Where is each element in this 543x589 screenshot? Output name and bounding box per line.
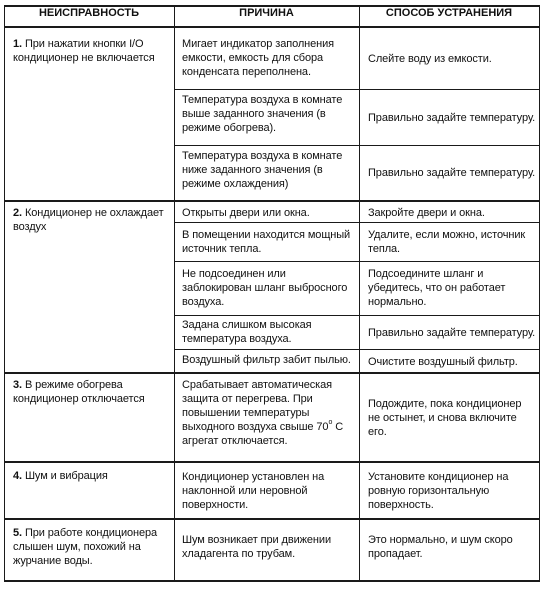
reason-2-2: В помещении находится мощный источник тепла. [182, 229, 351, 255]
reason-2-4: Задана слишком высокая температура воздуха. [182, 319, 312, 345]
remedy-2-4: Правильно задайте температуру. [368, 326, 536, 339]
remedy-2-1: Закройте двери и окна. [368, 207, 485, 219]
reason-2-5: Воздушный фильтр забит пылью. [182, 354, 351, 366]
header-problem: НЕИСПРАВНОСТЬ [38, 7, 140, 19]
header-remedy: СПОСОБ УСТРАНЕНИЯ [385, 7, 513, 19]
remedy-1-1: Слейте воду из емкости. [368, 53, 492, 65]
reason-1-3: Температура воздуха в комнате ниже заданного значения (в режиме охлаждения) [182, 150, 343, 190]
reason-1-1: Мигает индикатор заполнения емкости, емкость для сбора конденсата переполнена. [182, 38, 335, 78]
problem-2: 2. Кондиционер не охлаждает воздух [13, 207, 164, 233]
remedy-2-3: Подсоедините шланг и убедитесь, что он работает нормально. [368, 268, 506, 308]
reason-4-1: Кондиционер установлен на наклонной или неровной поверхности. [182, 471, 325, 511]
problem-1: 1. При нажатии кнопки I/O кондиционер не включается [13, 38, 155, 64]
remedy-1-3: Правильно задайте температуру. [368, 167, 536, 179]
problem-3: 3. В режиме обогрева кондиционер отключается [13, 379, 145, 405]
remedy-3-1: Подождите, пока кондиционер не остынет, и снова включите его. [368, 397, 522, 438]
remedy-4-1: Установите кондиционер на ровную горизонтальную поверхность. [368, 471, 509, 511]
reason-2-3: Не подсоединен или заблокирован шланг выбросного воздуха. [182, 268, 348, 308]
remedy-5-1: Это нормально, и шум скоро пропадает. [368, 534, 513, 560]
problem-4: 4. Шум и вибрация [13, 470, 108, 482]
reason-2-1: Открыты двери или окна. [182, 207, 310, 219]
header-reason: ПРИЧИНА [239, 7, 294, 19]
remedy-2-5: Очистите воздушный фильтр. [368, 356, 518, 368]
remedy-1-2: Правильно задайте температуру. [368, 111, 536, 124]
remedy-2-2: Удалите, если можно, источник тепла. [368, 229, 526, 255]
problem-5: 5. При работе кондиционера слышен шум, похожий на журчание воды. [13, 527, 158, 567]
reason-5-1: Шум возникает при движении хладагента по трубам. [182, 534, 331, 560]
reason-1-2: Температура воздуха в комнате выше заданного значения (в режиме обогрева). [182, 94, 343, 134]
reason-3-1: Срабатывает автоматическая защита от перегрева. При повышении температуры выходного воздуха свыше $70^о$ С агрегат отключается. [182, 379, 344, 447]
